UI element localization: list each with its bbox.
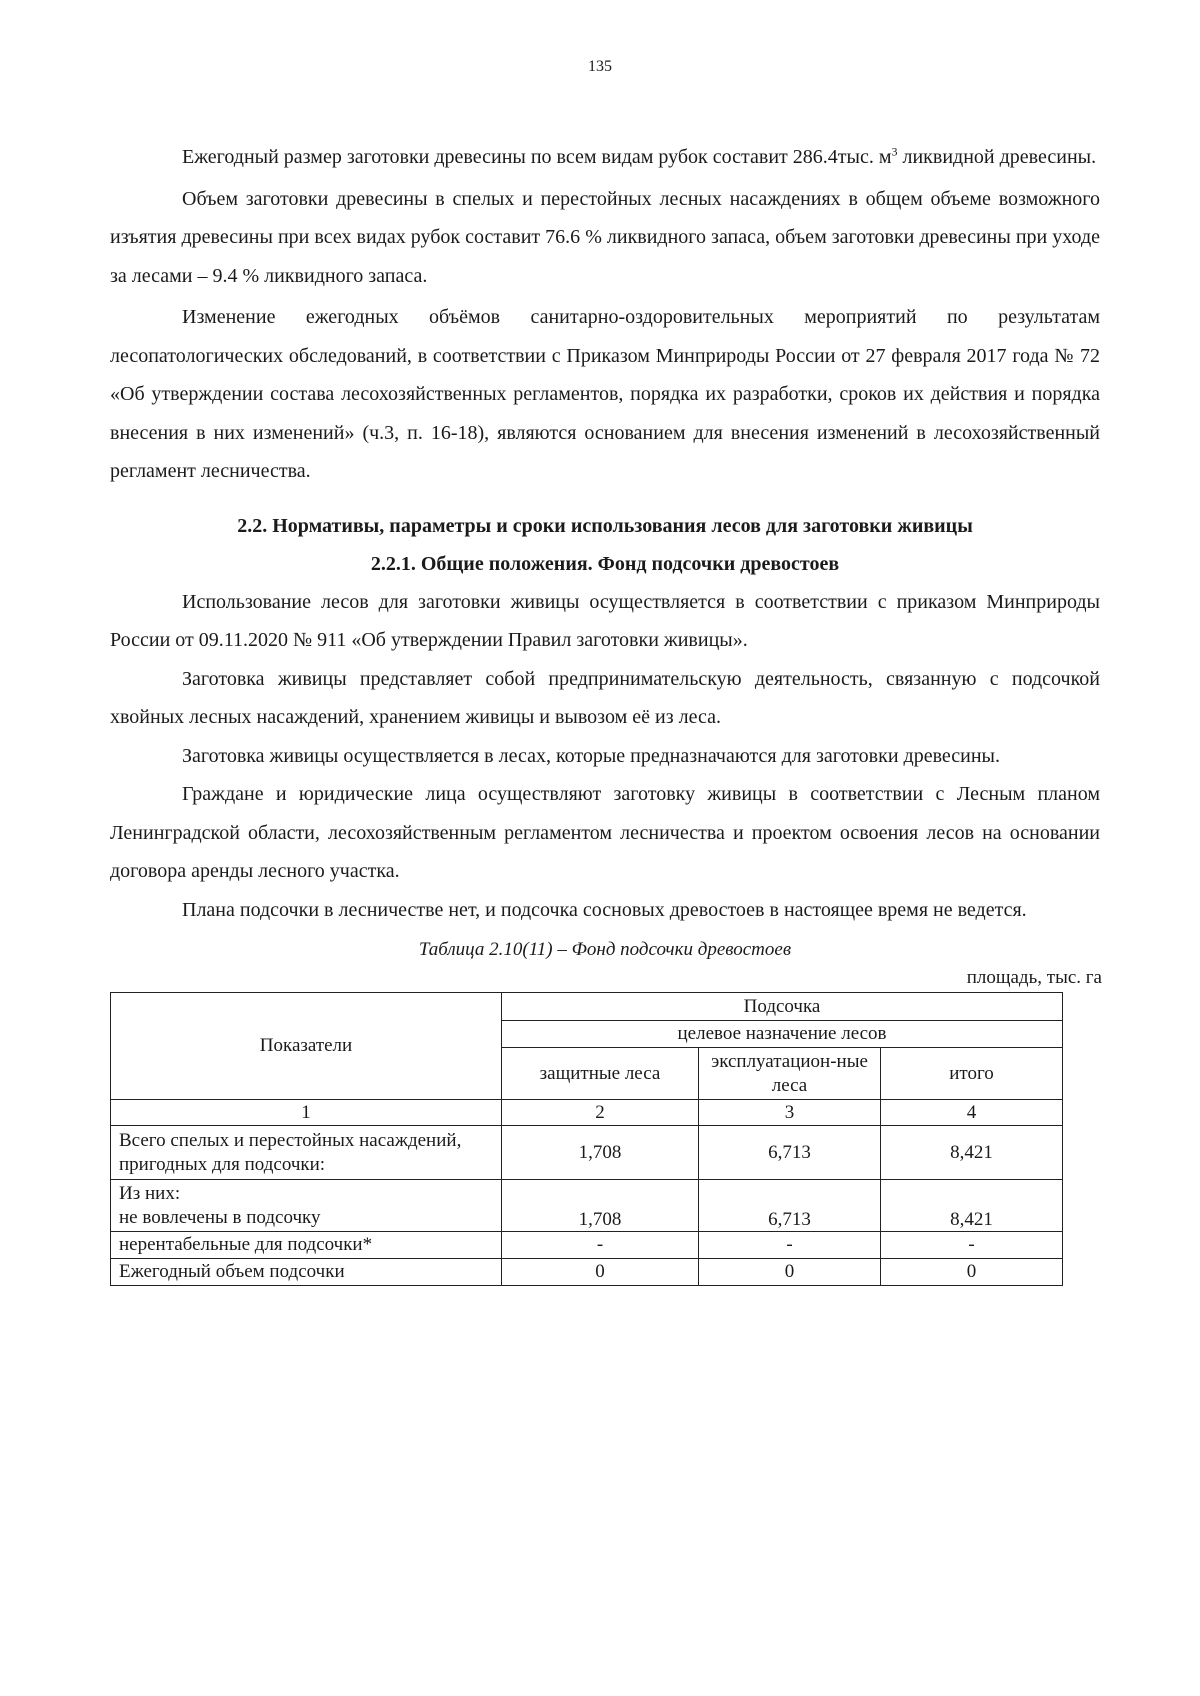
table-caption: Таблица 2.10(11) – Фонд подсочки древостоев — [418, 939, 792, 960]
header-protective: защитные леса — [502, 1048, 699, 1100]
podsochka-fund-table — [110, 992, 1063, 1286]
header-exploitation: эксплуатацион-ные леса — [699, 1048, 881, 1100]
table-row — [111, 1180, 1063, 1232]
col-number: 3 — [699, 1100, 881, 1126]
cell-total: - — [881, 1232, 1063, 1259]
paragraph-5: Заготовка живицы представляет собой предпринимательскую деятельность, связанную с подсочкой хвойных лесных насаждений, хранением живицы и вывозом её из леса. — [110, 667, 1100, 728]
paragraph-8: Плана подсочки в лесничестве нет, и подсочка сосновых древостоев в настоящее время не ведется. — [182, 898, 1027, 921]
cell-protective: 0 — [502, 1259, 699, 1286]
cell-exploitation: 6,713 — [699, 1126, 881, 1180]
col-number: 2 — [502, 1100, 699, 1126]
table-row — [111, 1126, 1063, 1180]
row-label: нерентабельные для подсочки* — [111, 1232, 502, 1259]
header-purpose: целевое назначение лесов — [502, 1021, 1063, 1048]
cell-exploitation: 0 — [699, 1259, 881, 1286]
row-label — [111, 1180, 502, 1232]
header-podsochka: Подсочка — [502, 993, 1063, 1021]
document-body — [110, 138, 1100, 1286]
cell-total: 0 — [881, 1259, 1063, 1286]
cell-exploitation: 6,713 — [699, 1180, 881, 1232]
row-label: Всего спелых и перестойных насаждений, пригодных для подсочки: — [111, 1126, 502, 1180]
paragraph-6: Заготовка живицы осуществляется в лесах, которые предназначаются для заготовки древесины. — [182, 744, 1000, 767]
table-row — [111, 1259, 1063, 1286]
cell-total: 8,421 — [881, 1180, 1063, 1232]
header-indicators: Показатели — [111, 993, 502, 1100]
cell-exploitation: - — [699, 1232, 881, 1259]
row-label-top: Из них: — [119, 1182, 181, 1204]
table-unit: площадь, тыс. га — [966, 967, 1102, 988]
cell-protective: - — [502, 1232, 699, 1259]
header-total: итого — [881, 1048, 1063, 1100]
page-number: 135 — [588, 58, 612, 75]
row-label: Ежегодный объем подсочки — [111, 1259, 502, 1286]
cell-total: 8,421 — [881, 1126, 1063, 1180]
paragraph-1-text: Ежегодный размер заготовки древесины по всем видам рубок составит 286.4тыс. м — [182, 146, 892, 168]
subsection-heading: 2.2.1. Общие положения. Фонд подсочки древостоев — [370, 552, 840, 575]
col-number: 1 — [111, 1100, 502, 1126]
cell-protective: 1,708 — [502, 1126, 699, 1180]
paragraph-1-end: ликвидной древесины. — [897, 146, 1097, 168]
paragraph-2: Объем заготовки древесины в спелых и перестойных лесных насаждениях в общем объеме возможного изъятия древесины при всех видах рубок составит 76.6 % ликвидного запаса, объем заготовки древесины при уходе за лесами – 9.4 % ликвидного запаса. — [110, 187, 1100, 287]
paragraph-4: Использование лесов для заготовки живицы осуществляется в соответствии с приказом Минприроды России от 09.11.2020 № 911 «Об утверждении Правил заготовки живицы». — [110, 590, 1100, 651]
superscript-3: 3 — [891, 144, 898, 159]
paragraph-1 — [110, 138, 1100, 177]
table-row — [111, 1232, 1063, 1259]
row-label-main: не вовлечены в подсочку — [119, 1206, 321, 1228]
paragraph-3: Изменение ежегодных объёмов санитарно-оздоровительных мероприятий по результатам лесопатологических обследований, в соответствии с Приказом Минприроды России от 27 февраля 2017 года № 72 «Об утверждении состава лесохозяйственных регламентов, порядка их разработки, сроков их действия и порядка внесения в них изменений» (ч.3, п. 16-18), являются основанием для внесения изменений в лесохозяйственный регламент лесничества. — [110, 306, 1100, 482]
section-heading: 2.2. Нормативы, параметры и сроки использования лесов для заготовки живицы — [237, 514, 973, 537]
paragraph-7: Граждане и юридические лица осуществляют заготовку живицы в соответствии с Лесным планом Ленинградской области, лесохозяйственным регламентом лесничества и проектом освоения лесов на основании договора аренды лесного участка. — [110, 783, 1100, 882]
cell-protective: 1,708 — [502, 1180, 699, 1232]
col-number: 4 — [881, 1100, 1063, 1126]
